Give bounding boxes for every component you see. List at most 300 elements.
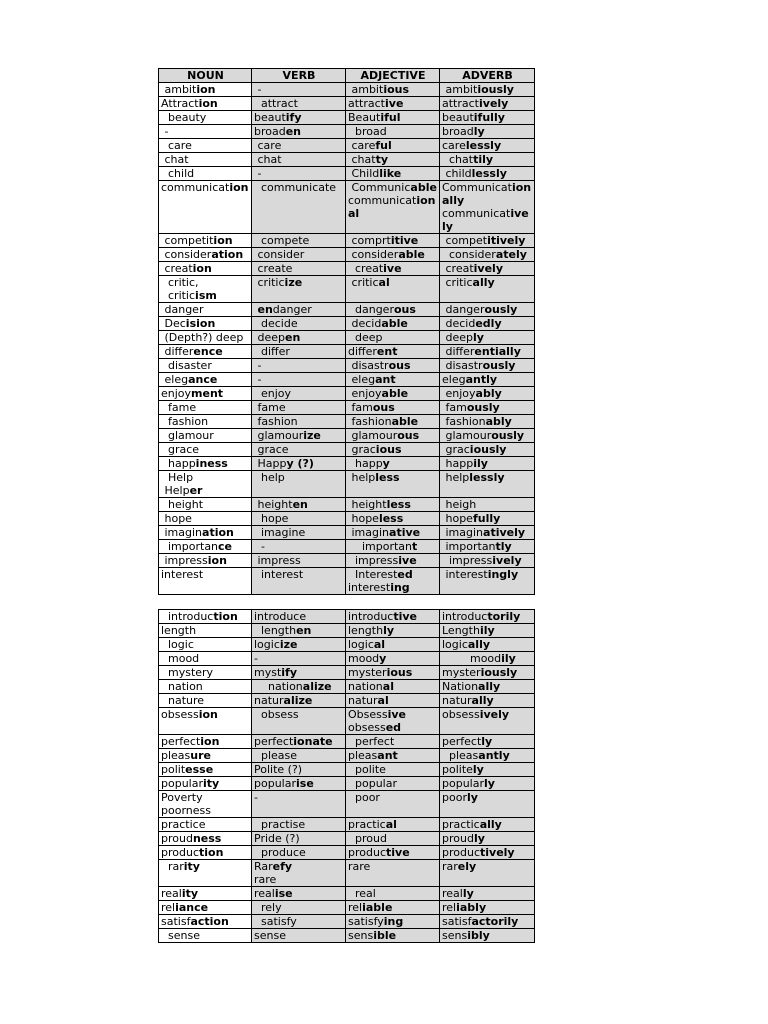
word-stem: glamour [161,429,214,442]
table-row [159,929,535,943]
table-row [159,276,535,303]
word-stem: creat [442,262,474,275]
word-suffix: ably [485,415,512,428]
word-stem: danger [442,303,485,316]
table-row [159,818,535,832]
noun-cell [159,303,252,317]
word-suffix: ify [285,111,302,124]
word-suffix: ed [385,721,402,734]
adjective-cell [346,331,440,345]
noun-cell [159,540,252,554]
word-stem: logic [161,638,194,651]
table-row [159,860,535,887]
adverb-cell [440,415,535,429]
word-suffix: ous [372,401,395,414]
word-stem: myst [254,666,282,679]
word-stem: rare [348,860,371,873]
adjective-cell [346,345,440,359]
verb-cell [252,373,346,387]
word-stem: natur [254,694,284,707]
word-stem: practic [442,818,480,831]
word-stem: grace [161,443,200,456]
word-stem: obsess [348,721,386,734]
word-stem: proud [161,832,193,845]
verb-cell [252,498,346,512]
adjective-cell [346,373,440,387]
word-stem: fashion [254,415,298,428]
word-stem: enjoy [254,387,292,400]
table-row [159,568,535,595]
adjective-cell [346,83,440,97]
noun-cell [159,139,252,153]
table-row [159,666,535,680]
adverb-cell [440,303,535,317]
word-stem: poorness [161,804,211,817]
adjective-cell [346,887,440,901]
word-stem: interest [348,581,391,594]
word-stem: popular [442,777,484,790]
table-row [159,457,535,471]
word-stem: happ [442,457,474,470]
word-stem: - [254,540,265,553]
adverb-cell [440,234,535,248]
table-row [159,540,535,554]
word-stem: (Depth?) deep [161,331,244,344]
table-row [159,680,535,694]
word-stem: consider [442,248,496,261]
word-suffix: ion [192,262,212,275]
table-row [159,471,535,498]
word-suffix: ily [473,457,488,470]
verb-cell [252,262,346,276]
table-row [159,887,535,901]
word-suffix: ally [472,276,495,289]
word-suffix: actorily [471,915,519,928]
table-row [159,763,535,777]
header-adjective: ADJECTIVE [346,69,440,83]
noun-cell [159,457,252,471]
verb-cell [252,540,346,554]
word-suffix: ive [387,708,407,721]
word-stem: - [254,167,262,180]
header-verb: VERB [252,69,346,83]
noun-cell [159,749,252,763]
adjective-cell [346,97,440,111]
word-stem: satisf [442,915,472,928]
word-suffix: ism [195,289,217,302]
verb-cell [252,638,346,652]
word-suffix: ant [375,373,396,386]
word-stem: introduce [254,610,307,623]
table-row [159,512,535,526]
noun-cell [159,401,252,415]
adjective-cell [346,457,440,471]
word-stem: height [254,498,293,511]
noun-cell [159,234,252,248]
word-suffix: iously [480,666,518,679]
adjective-cell [346,443,440,457]
adjective-cell [346,276,440,303]
word-suffix: tly [495,540,512,553]
word-suffix: ly [462,887,474,900]
word-suffix: ity [203,777,220,790]
adverb-cell [440,832,535,846]
adverb-cell [440,111,535,125]
word-stem: Pride (?) [254,832,300,845]
noun-cell [159,153,252,167]
word-suffix: antly [465,373,498,386]
adverb-cell [440,929,535,943]
adverb-cell [440,735,535,749]
adverb-cell [440,708,535,735]
word-stem: Nation [442,680,479,693]
adverb-cell [440,638,535,652]
adjective-cell [346,777,440,791]
verb-cell [252,680,346,694]
adjective-cell [346,234,440,248]
verb-cell [252,181,346,234]
word-suffix: less [378,512,404,525]
word-stem: real [254,887,275,900]
word-stem: creat [161,262,193,275]
word-stem: mood [442,652,502,665]
noun-cell [159,181,252,234]
verb-cell [252,749,346,763]
word-stem: fashion [161,415,209,428]
word-suffix: able [381,387,409,400]
adjective-cell [346,846,440,860]
word-suffix: ously [466,401,500,414]
word-stem: hope [161,512,192,525]
word-suffix: fully [472,512,501,525]
word-suffix: al [382,680,394,693]
word-stem: nation [254,680,303,693]
adverb-cell [440,83,535,97]
word-stem: Communicat [442,181,512,194]
table-row [159,901,535,915]
adjective-cell [346,167,440,181]
word-stem: critic [348,276,379,289]
word-suffix: ent [376,345,398,358]
word-stem: help [254,471,285,484]
word-stem: hope [348,512,379,525]
word-stem: communicat [348,194,417,207]
word-suffix: able [391,415,419,428]
table-row [159,624,535,638]
word-stem: satisfy [348,915,384,928]
adjective-cell [346,139,440,153]
word-suffix: action [190,915,229,928]
word-stem: perfect [348,735,395,748]
word-stem: importan [161,540,219,553]
word-stem: mood [161,652,200,665]
word-suffix: ion [198,708,218,721]
word-stem: introduc [442,610,488,623]
word-suffix: al [378,276,390,289]
word-suffix: tive [386,846,410,859]
word-suffix: iness [195,457,228,470]
table-row [159,234,535,248]
word-suffix: al [377,694,389,707]
word-stem: deep [254,331,285,344]
word-stem: perfect [161,735,201,748]
word-stem: Child [348,167,380,180]
word-stem: decid [442,317,476,330]
word-stem: Poverty [161,791,203,804]
word-forms-table-2 [158,609,535,943]
verb-cell [252,568,346,595]
word-stem: obsess [161,708,199,721]
word-stem: impress [442,554,493,567]
adverb-cell [440,791,535,818]
word-stem: satisf [161,915,191,928]
word-stem: Dec [161,317,186,330]
word-suffix: ly [442,220,453,233]
word-stem: real [161,887,182,900]
word-suffix: ally [471,694,494,707]
table-row [159,652,535,666]
word-suffix: en [285,125,302,138]
word-stem: fame [254,401,286,414]
word-suffix: ively [473,262,503,275]
verb-cell [252,818,346,832]
word-suffix: ful [375,139,392,152]
adverb-cell [440,248,535,262]
word-stem: - [254,373,262,386]
word-stem: pleas [348,749,378,762]
noun-cell [159,526,252,540]
word-stem: produc [161,846,199,859]
word-suffix: ation [202,526,234,539]
word-stem: popular [348,777,397,790]
word-stem: fame [161,401,197,414]
word-stem: nation [348,680,383,693]
word-stem: length [254,624,297,637]
word-stem: obsess [254,708,299,721]
table-row [159,97,535,111]
word-suffix: itively [487,234,526,247]
adjective-cell [346,791,440,818]
verb-cell [252,443,346,457]
word-stem: glamour [348,429,398,442]
word-stem: fam [442,401,467,414]
verb-cell [252,457,346,471]
verb-cell [252,139,346,153]
word-suffix: itive [390,234,419,247]
word-stem: critic [161,289,196,302]
word-suffix: ive [510,207,529,220]
word-stem: disastr [442,359,483,372]
word-suffix: ly [466,791,478,804]
verb-cell [252,735,346,749]
word-stem: Attract [161,97,199,110]
adjective-cell [346,763,440,777]
word-stem: - [254,359,262,372]
adjective-cell [346,694,440,708]
word-stem: Beaut [348,111,381,124]
word-stem: danger [272,303,312,316]
word-stem: care [161,139,192,152]
word-stem: nation [161,680,203,693]
word-stem: fashion [442,415,486,428]
word-suffix: alize [302,680,332,693]
verb-cell [252,694,346,708]
word-suffix: ion [229,181,249,194]
word-suffix: en [257,303,273,316]
adjective-cell [346,359,440,373]
table-row [159,791,535,818]
verb-cell [252,429,346,443]
noun-cell [159,443,252,457]
word-stem: interest [161,568,204,581]
word-stem: differ [348,345,377,358]
verb-cell [252,276,346,303]
adjective-cell [346,401,440,415]
word-stem: hope [254,512,289,525]
word-stem: produc [442,846,480,859]
word-stem: consider [348,248,399,261]
verb-cell [252,652,346,666]
word-suffix: ately [495,248,527,261]
word-stem: decide [254,317,298,330]
verb-cell [252,317,346,331]
noun-cell [159,471,252,498]
word-stem: decid [348,317,382,330]
word-suffix: ally [442,194,465,207]
word-stem: - [254,83,262,96]
adverb-cell [440,846,535,860]
word-stem: child [161,167,195,180]
word-suffix: t [412,540,418,553]
noun-cell [159,97,252,111]
noun-cell [159,791,252,818]
table-row [159,139,535,153]
word-stem: sens [348,929,374,942]
table-row [159,429,535,443]
word-stem: differ [161,345,194,358]
word-stem: - [254,652,258,665]
word-suffix: ise [296,777,314,790]
word-suffix: ion [200,735,220,748]
word-stem: attract [348,97,385,110]
word-suffix: al [373,638,386,651]
adjective-cell [346,125,440,139]
word-suffix: ively [492,554,522,567]
noun-cell [159,125,252,139]
word-suffix: ion [198,97,218,110]
word-suffix: atively [483,526,526,539]
adjective-cell [346,303,440,317]
adverb-cell [440,498,535,512]
noun-cell [159,652,252,666]
table-row [159,345,535,359]
adverb-cell [440,181,535,234]
word-stem: ambit [348,83,384,96]
word-stem: produc [348,846,386,859]
noun-cell [159,262,252,276]
word-stem: care [348,139,376,152]
noun-cell [159,887,252,901]
noun-cell [159,846,252,860]
word-stem: critic [254,276,285,289]
word-stem: rely [254,901,282,914]
verb-cell [252,345,346,359]
verb-cell [252,248,346,262]
table-row [159,401,535,415]
adverb-cell [440,694,535,708]
adverb-cell [440,345,535,359]
word-stem: differ [254,345,290,358]
noun-cell [159,860,252,887]
verb-cell [252,234,346,248]
table-row [159,554,535,568]
word-stem: length [161,624,197,637]
word-suffix: ingly [487,568,519,581]
verb-cell [252,832,346,846]
word-stem: Polite (?) [254,763,303,776]
adjective-cell [346,512,440,526]
word-stem: real [348,887,376,900]
adjective-cell [346,638,440,652]
adjective-cell [346,429,440,443]
word-stem: poor [442,791,467,804]
word-suffix: iful [380,111,401,124]
word-stem: grac [348,443,376,456]
verb-cell [252,887,346,901]
word-stem: mystery [161,666,214,679]
header-noun: NOUN [159,69,252,83]
verb-cell [252,401,346,415]
word-stem: sens [442,929,468,942]
word-stem: happ [161,457,196,470]
word-suffix: tive [393,610,418,623]
table-row [159,248,535,262]
word-stem: child [442,167,472,180]
word-suffix: y [382,457,390,470]
verb-cell [252,526,346,540]
word-suffix: ive [398,554,417,567]
word-suffix: able [398,248,425,261]
noun-cell [159,373,252,387]
word-stem: beaut [442,111,474,124]
word-suffix: ly [472,763,484,776]
word-suffix: ly [484,777,495,790]
adjective-cell [346,860,440,887]
word-stem: sense [254,929,286,942]
word-stem: help [348,471,376,484]
adjective-cell [346,610,440,624]
table-row [159,735,535,749]
adverb-cell [440,317,535,331]
noun-cell [159,276,252,303]
table-row [159,526,535,540]
adjective-cell [346,498,440,512]
word-stem: impress [161,554,208,567]
word-stem: myster [348,666,387,679]
word-suffix: tion [199,846,224,859]
word-suffix: ly [473,832,485,845]
noun-cell [159,708,252,735]
word-suffix: iable [362,901,393,914]
adjective-cell [346,554,440,568]
word-suffix: ously [491,429,525,442]
noun-cell [159,638,252,652]
word-suffix: en [285,331,301,344]
adverb-cell [440,526,535,540]
word-suffix: ion [511,181,532,194]
word-suffix: ce [218,540,233,553]
word-stem: enjoy [348,387,382,400]
